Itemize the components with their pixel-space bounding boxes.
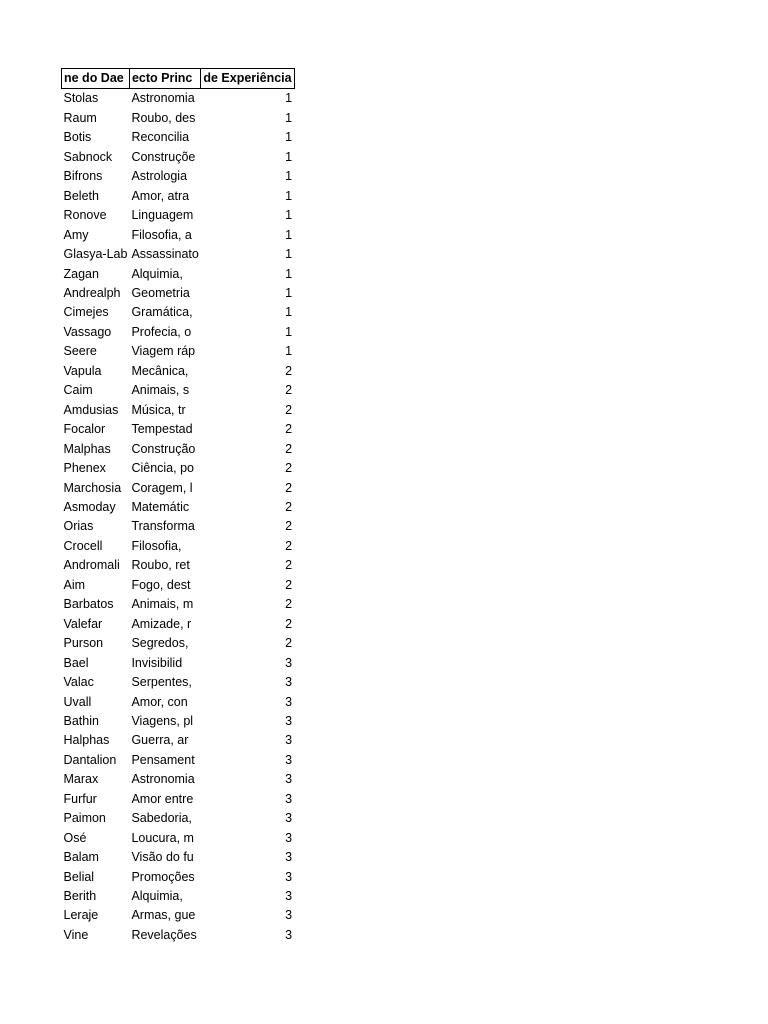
cell-experience[interactable]: 1: [285, 91, 293, 106]
cell-aspect[interactable]: Sabedoria,: [131, 811, 192, 826]
header-aspect[interactable]: ecto Princ: [129, 69, 200, 89]
table-row: [62, 284, 295, 303]
cell-daemon-name[interactable]: Bathin: [63, 713, 99, 728]
cell-experience[interactable]: 3: [285, 850, 293, 865]
cell-experience[interactable]: 3: [285, 694, 293, 709]
cell-daemon-name[interactable]: Crocell: [63, 538, 103, 553]
table-row: [62, 595, 295, 614]
cell-aspect[interactable]: Segredos,: [131, 636, 189, 651]
cell-daemon-name[interactable]: Cimejes: [63, 305, 109, 320]
cell-aspect[interactable]: Guerra, ar: [131, 733, 189, 748]
table-row: [62, 537, 295, 556]
cell-experience[interactable]: 3: [285, 772, 293, 787]
cell-aspect[interactable]: Amizade, r: [131, 616, 192, 631]
cell-aspect[interactable]: Invisibilid: [131, 655, 183, 670]
cell-aspect[interactable]: Armas, gue: [131, 908, 196, 923]
cell-experience[interactable]: 2: [285, 597, 293, 612]
cell-daemon-name[interactable]: Purson: [63, 636, 104, 651]
cell-daemon-name[interactable]: Sabnock: [63, 149, 113, 164]
table-row: [62, 128, 295, 147]
table-row: [62, 459, 295, 478]
cell-daemon-name[interactable]: Raum: [63, 110, 97, 125]
table-row: [62, 634, 295, 653]
table-row: [62, 829, 295, 848]
cell-aspect[interactable]: Promoções: [131, 869, 195, 884]
cell-experience[interactable]: 2: [285, 402, 293, 417]
cell-experience[interactable]: 1: [285, 305, 293, 320]
cell-experience[interactable]: 1: [285, 247, 293, 262]
cell-daemon-name[interactable]: Focalor: [63, 422, 106, 437]
table-row: [62, 362, 295, 381]
cell-daemon-name[interactable]: Belial: [63, 869, 95, 884]
cell-experience[interactable]: 2: [285, 461, 293, 476]
cell-daemon-name[interactable]: Furfur: [63, 791, 97, 806]
cell-experience[interactable]: 2: [285, 363, 293, 378]
cell-aspect[interactable]: Matemátic: [131, 499, 190, 514]
cell-aspect[interactable]: Amor, atra: [131, 188, 190, 203]
cell-experience[interactable]: 2: [285, 441, 293, 456]
cell-experience[interactable]: 1: [285, 169, 293, 184]
cell-daemon-name[interactable]: Bael: [63, 655, 89, 670]
cell-experience[interactable]: 2: [285, 636, 293, 651]
cell-aspect[interactable]: Fogo, dest: [131, 577, 191, 592]
table-row: [62, 167, 295, 186]
table-row: [62, 712, 295, 731]
cell-aspect[interactable]: Loucura, m: [131, 830, 194, 845]
cell-aspect[interactable]: Assassinato: [131, 247, 199, 262]
cell-daemon-name[interactable]: Amy: [63, 227, 89, 242]
cell-daemon-name[interactable]: Vapula: [63, 363, 102, 378]
cell-experience[interactable]: 1: [285, 149, 293, 164]
cell-aspect[interactable]: Alquimia,: [131, 889, 183, 904]
cell-daemon-name[interactable]: Marchosia: [63, 480, 122, 495]
table-row: [62, 381, 295, 400]
cell-daemon-name[interactable]: Bifrons: [63, 169, 103, 184]
cell-daemon-name[interactable]: Seere: [63, 344, 97, 359]
table-row: [62, 770, 295, 789]
table-row: [62, 673, 295, 692]
cell-experience[interactable]: 3: [285, 713, 293, 728]
cell-experience[interactable]: 1: [285, 130, 293, 145]
cell-daemon-name[interactable]: Caim: [63, 383, 93, 398]
table-row: [62, 420, 295, 439]
cell-daemon-name[interactable]: Aim: [63, 577, 86, 592]
cell-aspect[interactable]: Visão do fu: [131, 850, 194, 865]
cell-experience[interactable]: 2: [285, 577, 293, 592]
cell-daemon-name[interactable]: Dantalion: [63, 752, 117, 767]
cell-aspect[interactable]: Roubo, des: [131, 110, 196, 125]
cell-experience[interactable]: 3: [285, 675, 293, 690]
cell-experience[interactable]: 1: [285, 188, 293, 203]
cell-aspect[interactable]: Roubo, ret: [131, 558, 190, 573]
cell-daemon-name[interactable]: Orias: [63, 519, 94, 534]
cell-aspect[interactable]: Viagem ráp: [131, 344, 196, 359]
header-experience[interactable]: de Experiência: [201, 69, 294, 89]
cell-daemon-name[interactable]: Osé: [63, 830, 87, 845]
cell-experience[interactable]: 3: [285, 830, 293, 845]
cell-experience[interactable]: 3: [285, 869, 293, 884]
cell-experience[interactable]: 2: [285, 383, 293, 398]
cell-daemon-name[interactable]: Paimon: [63, 811, 106, 826]
cell-aspect[interactable]: Serpentes,: [131, 675, 192, 690]
table-row: [62, 342, 295, 361]
cell-aspect[interactable]: Revelações: [131, 927, 197, 942]
cell-aspect[interactable]: Alquimia,: [131, 266, 183, 281]
cell-daemon-name[interactable]: Botis: [63, 130, 92, 145]
cell-aspect[interactable]: Filosofia, a: [131, 227, 192, 242]
table-row: [62, 906, 295, 925]
cell-daemon-name[interactable]: Stolas: [63, 91, 99, 106]
table-row: [62, 89, 295, 109]
cell-aspect[interactable]: Música, tr: [131, 402, 186, 417]
cell-aspect[interactable]: Amor, con: [131, 694, 188, 709]
cell-daemon-name[interactable]: Zagan: [63, 266, 99, 281]
cell-daemon-name[interactable]: Barbatos: [63, 597, 114, 612]
cell-experience[interactable]: 1: [285, 324, 293, 339]
table-row: [62, 401, 295, 420]
cell-aspect[interactable]: Geometria: [131, 285, 190, 300]
cell-daemon-name[interactable]: Balam: [63, 850, 99, 865]
table-row: [62, 654, 295, 673]
cell-aspect[interactable]: Ciência, po: [131, 461, 194, 476]
cell-aspect[interactable]: Reconcilia: [131, 130, 190, 145]
cell-daemon-name[interactable]: Halphas: [63, 733, 110, 748]
cell-aspect[interactable]: Animais, s: [131, 383, 190, 398]
cell-experience[interactable]: 2: [285, 538, 293, 553]
cell-experience[interactable]: 2: [285, 519, 293, 534]
table-row: [62, 790, 295, 809]
cell-daemon-name[interactable]: Asmoday: [63, 499, 116, 514]
cell-daemon-name[interactable]: Amdusias: [63, 402, 119, 417]
table-body: [62, 89, 295, 945]
cell-experience[interactable]: 3: [285, 908, 293, 923]
cell-aspect[interactable]: Gramática,: [131, 305, 193, 320]
cell-experience[interactable]: 3: [285, 927, 293, 942]
cell-daemon-name[interactable]: Malphas: [63, 441, 111, 456]
header-name[interactable]: ne do Dae: [62, 69, 130, 89]
cell-daemon-name[interactable]: Andrealph: [63, 285, 121, 300]
table-row: [62, 693, 295, 712]
cell-experience[interactable]: 3: [285, 655, 293, 670]
table-row: [62, 323, 295, 342]
cell-experience[interactable]: 1: [285, 344, 293, 359]
cell-experience[interactable]: 2: [285, 499, 293, 514]
table-row: [62, 751, 295, 770]
cell-experience[interactable]: 1: [285, 208, 293, 223]
table-row: [62, 556, 295, 575]
cell-experience[interactable]: 3: [285, 889, 293, 904]
table-row: [62, 868, 295, 887]
table-row: [62, 615, 295, 634]
cell-aspect[interactable]: Amor entre: [131, 791, 194, 806]
table-row: [62, 576, 295, 595]
cell-aspect[interactable]: Linguagem: [131, 208, 194, 223]
cell-daemon-name[interactable]: Berith: [63, 889, 97, 904]
cell-aspect[interactable]: Tempestad: [131, 422, 193, 437]
cell-aspect[interactable]: Astronomia: [131, 91, 195, 106]
cell-daemon-name[interactable]: Leraje: [63, 908, 99, 923]
cell-experience[interactable]: 3: [285, 811, 293, 826]
table-row: [62, 226, 295, 245]
cell-experience[interactable]: 2: [285, 616, 293, 631]
cell-daemon-name[interactable]: Valac: [63, 675, 94, 690]
cell-aspect[interactable]: Pensament: [131, 752, 195, 767]
cell-experience[interactable]: 3: [285, 733, 293, 748]
cell-aspect[interactable]: Mecânica,: [131, 363, 189, 378]
table-row: [62, 479, 295, 498]
table-row: [62, 187, 295, 206]
table-row: [62, 848, 295, 867]
cell-aspect[interactable]: Astrologia: [131, 169, 188, 184]
header-row: [62, 69, 295, 89]
cell-daemon-name[interactable]: Vassago: [63, 324, 112, 339]
cell-daemon-name[interactable]: Vine: [63, 927, 89, 942]
table-row: [62, 265, 295, 284]
daemon-table: [61, 68, 295, 945]
cell-experience[interactable]: 1: [285, 227, 293, 242]
cell-experience[interactable]: 3: [285, 752, 293, 767]
cell-aspect[interactable]: Animais, m: [131, 597, 194, 612]
cell-daemon-name[interactable]: Ronove: [63, 208, 107, 223]
table-row: [62, 926, 295, 945]
cell-experience[interactable]: 1: [285, 110, 293, 125]
cell-daemon-name[interactable]: Beleth: [63, 188, 99, 203]
cell-aspect[interactable]: Profecia, o: [131, 324, 192, 339]
cell-daemon-name[interactable]: Phenex: [63, 461, 106, 476]
cell-experience[interactable]: 2: [285, 480, 293, 495]
cell-daemon-name[interactable]: Glasya-Lab: [63, 247, 128, 262]
table-row: [62, 109, 295, 128]
table-row: [62, 809, 295, 828]
table-row: [62, 887, 295, 906]
cell-daemon-name[interactable]: Marax: [63, 772, 99, 787]
cell-experience[interactable]: 1: [285, 285, 293, 300]
cell-daemon-name[interactable]: Uvall: [63, 694, 92, 709]
cell-aspect[interactable]: Construção: [131, 441, 196, 456]
table-row: [62, 206, 295, 225]
cell-aspect[interactable]: Transforma: [131, 519, 195, 534]
table-row: [62, 498, 295, 517]
cell-experience[interactable]: 3: [285, 791, 293, 806]
cell-aspect[interactable]: Coragem, l: [131, 480, 193, 495]
cell-aspect[interactable]: Astronomia: [131, 772, 195, 787]
cell-aspect[interactable]: Construçõe: [131, 149, 196, 164]
cell-daemon-name[interactable]: Andromali: [63, 558, 120, 573]
table-row: [62, 303, 295, 322]
cell-aspect[interactable]: Filosofia,: [131, 538, 182, 553]
table-row: [62, 245, 295, 264]
table-row: [62, 517, 295, 536]
cell-experience[interactable]: 2: [285, 422, 293, 437]
cell-aspect[interactable]: Viagens, pl: [131, 713, 194, 728]
table-row: [62, 148, 295, 167]
cell-experience[interactable]: 1: [285, 266, 293, 281]
cell-experience[interactable]: 2: [285, 558, 293, 573]
table-row: [62, 440, 295, 459]
table-row: [62, 731, 295, 750]
cell-daemon-name[interactable]: Valefar: [63, 616, 103, 631]
